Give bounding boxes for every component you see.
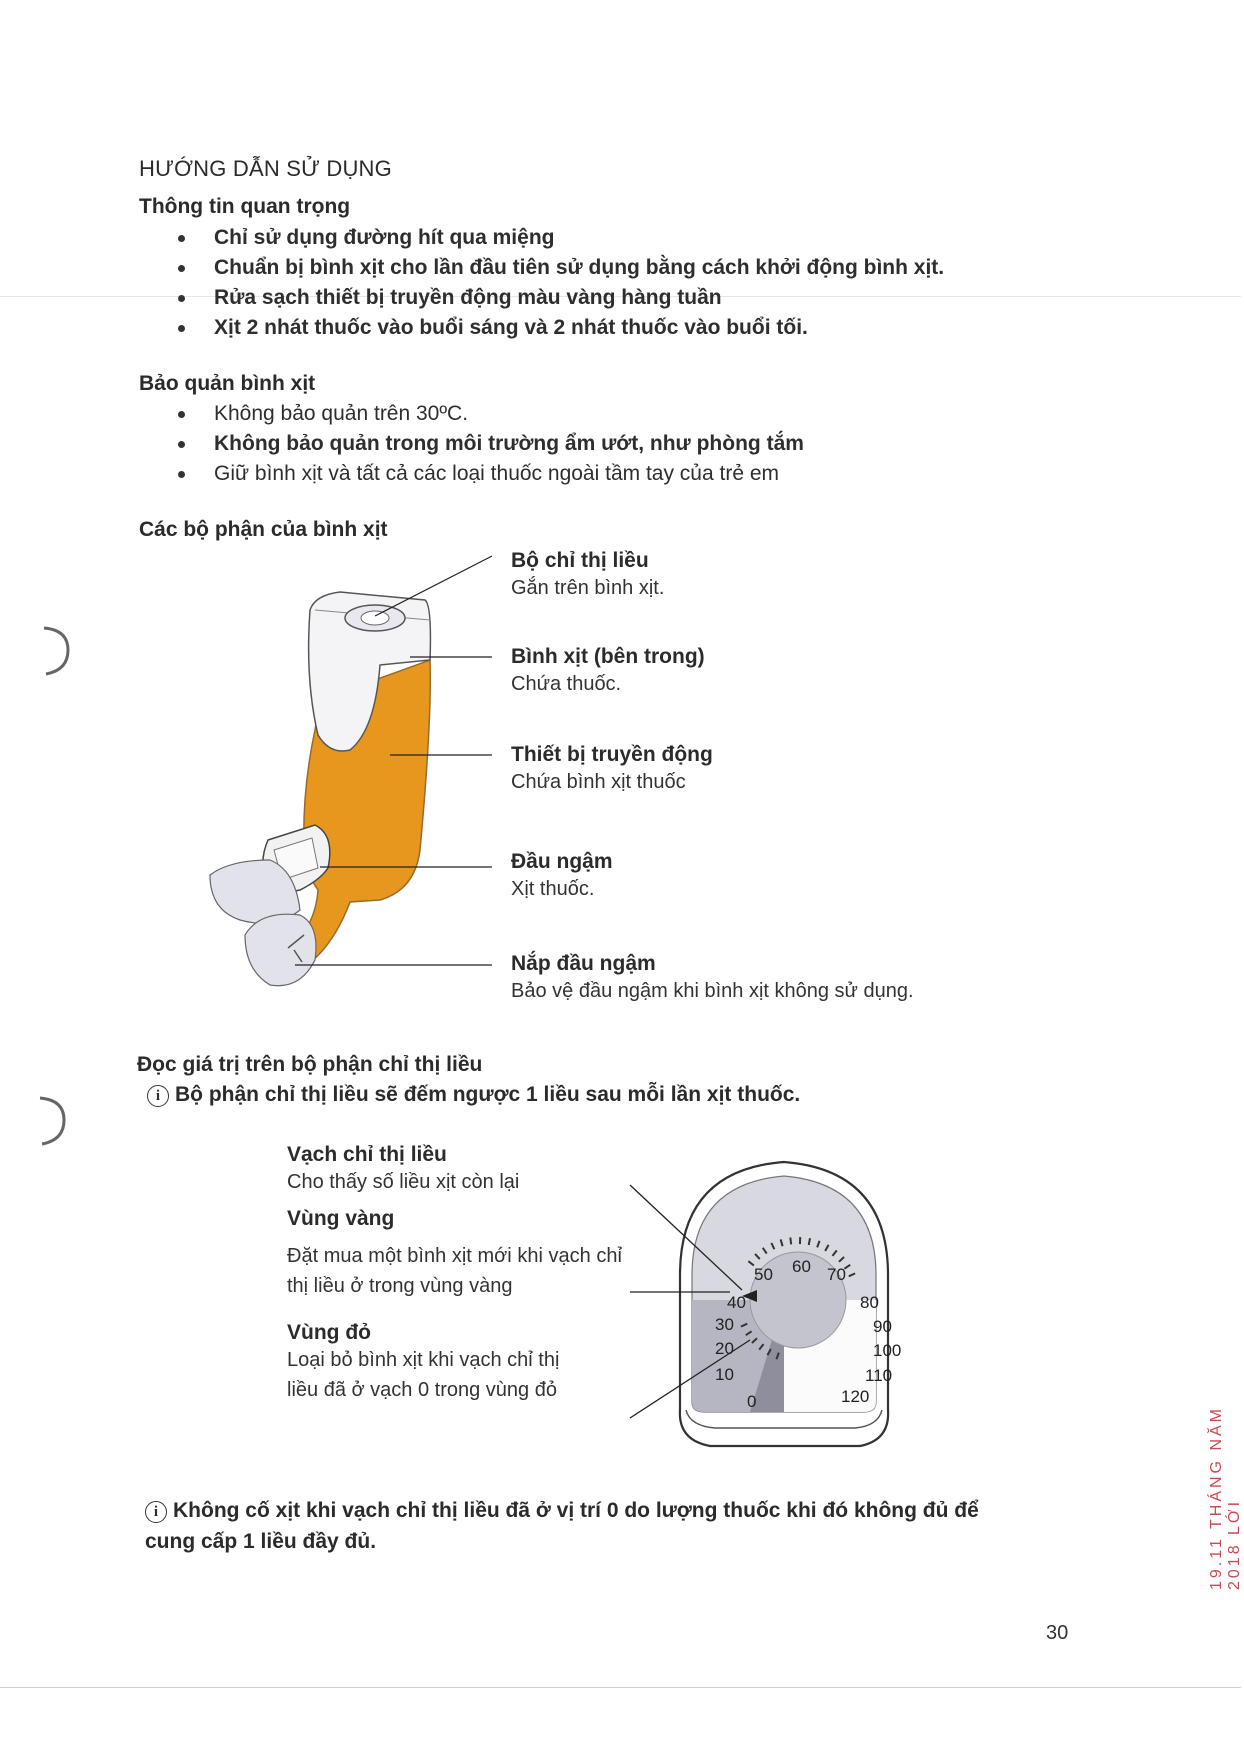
- dial-label: 100: [873, 1341, 902, 1360]
- part-desc: Xịt thuốc.: [511, 878, 595, 900]
- part-desc: Bảo vệ đầu ngậm khi bình xịt không sử dụng.: [511, 980, 914, 1002]
- info-icon: i: [147, 1085, 169, 1107]
- list-item: Chỉ sử dụng đường hít qua miệng: [178, 223, 944, 253]
- storage-heading: Bảo quản bình xịt: [139, 372, 316, 395]
- dial-label: 80: [860, 1293, 879, 1312]
- list-item: Chuẩn bị bình xịt cho lần đầu tiên sử dụng bằng cách khởi động bình xịt.: [178, 253, 944, 283]
- part-desc: Chứa thuốc.: [511, 673, 622, 695]
- storage-list: [178, 399, 804, 489]
- yellow-zone-title: Vùng vàng: [287, 1207, 395, 1230]
- red-zone-desc: Loại bỏ bình xịt khi vạch chỉ thị: [287, 1349, 560, 1371]
- inhaler-illustration: [200, 550, 500, 1030]
- red-zone-title: Vùng đỏ: [287, 1321, 371, 1344]
- dial-label: 10: [715, 1365, 734, 1384]
- dial-label: 60: [792, 1257, 811, 1276]
- part-label-canister: [511, 645, 705, 696]
- part-label-dose-indicator: [511, 549, 664, 600]
- warning-text: cung cấp 1 liều đầy đủ.: [145, 1530, 377, 1553]
- indicator-desc: Cho thấy số liều xịt còn lại: [287, 1171, 520, 1193]
- part-title: Bình xịt (bên trong): [511, 645, 705, 668]
- indicator-title: Vạch chỉ thị liều: [287, 1143, 447, 1166]
- warning-text: Không cố xịt khi vạch chỉ thị liều đã ở vị trí 0 do lượng thuốc khi đó không đủ để: [173, 1499, 979, 1522]
- list-item: Rửa sạch thiết bị truyền động màu vàng hàng tuần: [178, 283, 944, 313]
- warning-note: [145, 1495, 1095, 1557]
- dial-label: 40: [727, 1293, 746, 1312]
- list-item: Giữ bình xịt và tất cả các loại thuốc ngoài tầm tay của trẻ em: [178, 459, 804, 489]
- list-item: Không bảo quản trong môi trường ẩm ướt, như phòng tắm: [178, 429, 804, 459]
- dial-tick: [809, 1238, 810, 1245]
- list-item: Xịt 2 nhát thuốc vào buổi sáng và 2 nhát thuốc vào buổi tối.: [178, 313, 944, 343]
- dial-label: 50: [754, 1265, 773, 1284]
- part-label-mouthpiece-cap: [511, 952, 914, 1003]
- part-title: Thiết bị truyền động: [511, 743, 713, 766]
- part-label-mouthpiece: [511, 850, 613, 901]
- important-heading: Thông tin quan trọng: [139, 195, 351, 218]
- dial-label: 30: [715, 1315, 734, 1334]
- dial-label: 120: [841, 1387, 870, 1406]
- dial-label: 0: [747, 1392, 757, 1411]
- dose-indicator-explanations: [287, 1143, 622, 1405]
- page-number: 30: [1046, 1622, 1069, 1644]
- part-title: Đầu ngậm: [511, 850, 613, 873]
- part-title: Bộ chỉ thị liều: [511, 549, 649, 572]
- list-item: Không bảo quản trên 30ºC.: [178, 399, 804, 429]
- dial-leader-lines: [620, 1170, 750, 1440]
- part-desc: Gắn trên bình xịt.: [511, 577, 665, 599]
- page-title: HƯỚNG DẪN SỬ DỤNG: [139, 156, 392, 181]
- reading-heading: Đọc giá trị trên bộ phận chỉ thị liều: [137, 1053, 483, 1076]
- dial-label: 90: [873, 1317, 892, 1336]
- info-icon: i: [145, 1501, 167, 1523]
- dial-label: 110: [865, 1366, 893, 1385]
- dial-tick: [790, 1237, 791, 1244]
- red-zone-desc: liều đã ở vạch 0 trong vùng đỏ: [287, 1379, 557, 1401]
- reading-note-text: Bộ phận chỉ thị liều sẽ đếm ngược 1 liều sau mỗi lần xịt thuốc.: [175, 1083, 801, 1106]
- punch-hole-mark: [38, 620, 78, 680]
- part-label-actuator: [511, 743, 713, 794]
- dial-label: 70: [827, 1265, 846, 1284]
- punch-hole-mark: [34, 1090, 74, 1150]
- part-desc: Chứa bình xịt thuốc: [511, 771, 686, 793]
- yellow-zone-desc: Đặt mua một bình xịt mới khi vạch chỉ thị liều ở trong vùng vàng: [287, 1245, 622, 1297]
- parts-heading: Các bộ phận của bình xịt: [139, 518, 388, 541]
- important-list: [178, 223, 944, 343]
- margin-stamp: 19.11 THÁNG NĂM 2018 LỚI: [1208, 1405, 1243, 1590]
- reading-note: [147, 1083, 800, 1107]
- scan-artifact-line: [0, 1687, 1241, 1688]
- part-title: Nắp đầu ngậm: [511, 952, 656, 975]
- dial-label: 20: [715, 1339, 734, 1358]
